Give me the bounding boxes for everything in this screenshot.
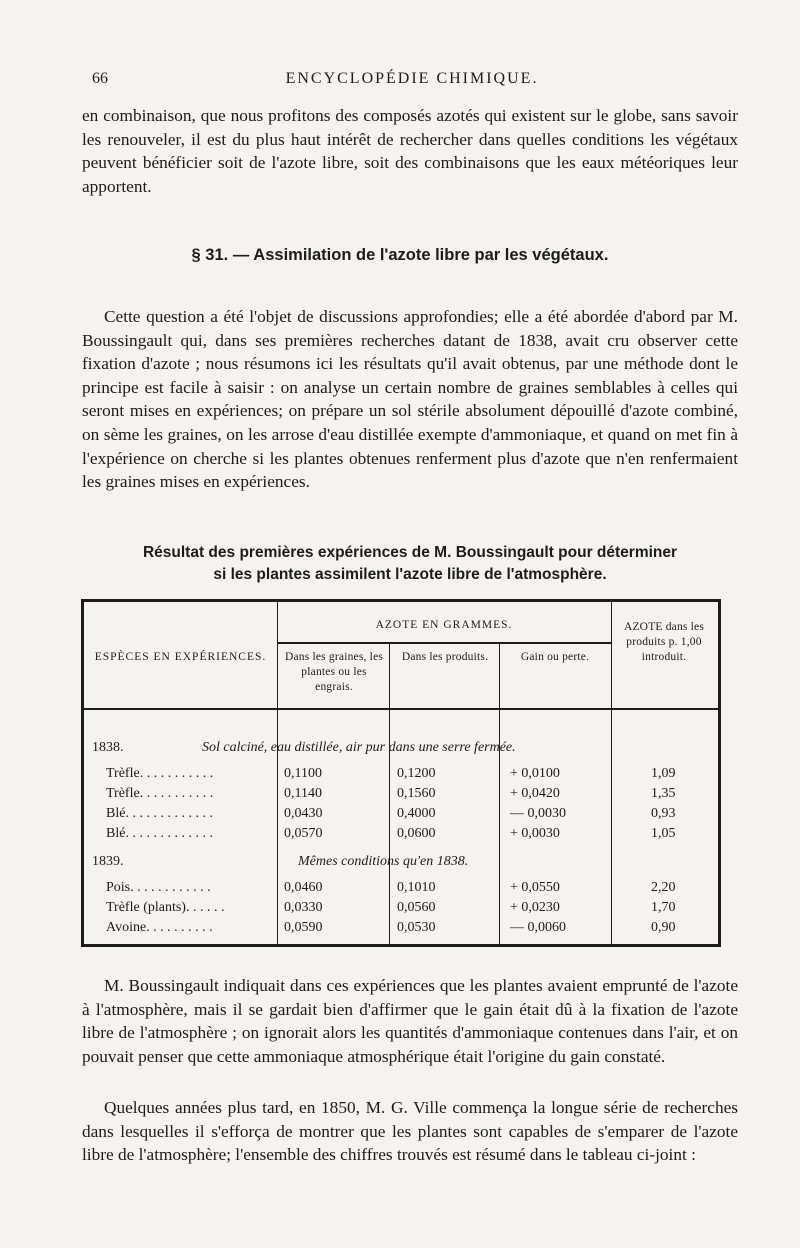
header-gain: Gain ou perte. (520, 651, 590, 663)
cell-products: 0,0560 (397, 900, 436, 915)
cell-gain: + 0,0100 (510, 766, 560, 781)
cell-ratio: 1,09 (651, 766, 676, 781)
rule-col-1 (277, 602, 278, 944)
cell-ratio: 1,05 (651, 826, 676, 841)
cell-products: 0,0600 (397, 826, 436, 841)
cell-products: 0,1560 (397, 786, 436, 801)
cell-ratio: 1,70 (651, 900, 676, 915)
rule-under-group-header (277, 642, 611, 644)
condition-1839: Mêmes conditions qu'en 1838. (298, 854, 469, 869)
rule-col-3 (499, 644, 500, 944)
cell-species: Blé. . . . . . . . . . . . . (106, 806, 213, 821)
cell-gain: — 0,0030 (510, 806, 566, 821)
cell-species: Trèfle. . . . . . . . . . . (106, 786, 214, 801)
running-title: ENCYCLOPÉDIE CHIMIQUE. (285, 70, 539, 87)
cell-species: Blé. . . . . . . . . . . . . (106, 826, 213, 841)
cell-seeds: 0,0590 (284, 920, 323, 935)
running-header (92, 70, 732, 92)
paragraph-ville: Quelques années plus tard, en 1850, M. G. Ville commença la longue série de recherches dans lesquelles il s'efforça de montrer que les plantes sont capables de s'emparer de l'azote libre de l'atmosphère; l'ensemble des chiffres trouvés est résumé dans le tableau ci-joint : (82, 1098, 738, 1165)
cell-gain: + 0,0420 (510, 786, 560, 801)
cell-seeds: 0,0430 (284, 806, 323, 821)
header-azote-pct: AZOTE dans les produits p. 1,00 introduit. (623, 621, 705, 663)
cell-gain: + 0,0030 (510, 826, 560, 841)
cell-products: 0,1200 (397, 766, 436, 781)
paragraph-intro: en combinaison, que nous profitons des composés azotés qui existent sur le globe, sans savoir les renouveler, il est du plus haut intérêt de rechercher dans quelles conditions les végétaux peuvent bénéficier soit de l'azote libre, soit des combinaisons que les eaux météoriques leur apportent. (82, 106, 738, 196)
cell-species: Trèfle (plants). . . . . . (106, 900, 225, 915)
table-caption-line-1: Résultat des premières expériences de M. Boussingault pour déterminer (142, 544, 678, 561)
cell-seeds: 0,0570 (284, 826, 323, 841)
cell-species: Avoine. . . . . . . . . . (106, 920, 213, 935)
cell-seeds: 0,1100 (284, 766, 322, 781)
header-azote-group: AZOTE EN GRAMMES. (375, 619, 513, 631)
cell-products: 0,4000 (397, 806, 436, 821)
condition-1838: Sol calciné, eau distillée, air pur dans une serre fermée. (202, 740, 516, 755)
header-products: Dans les produits. (401, 651, 489, 663)
header-species: ESPÈCES EN EXPÉRIENCES. (94, 651, 267, 663)
cell-gain: — 0,0060 (510, 920, 566, 935)
rule-under-header (84, 708, 718, 710)
cell-seeds: 0,0460 (284, 880, 323, 895)
rule-col-4 (611, 602, 612, 944)
cell-ratio: 2,20 (651, 880, 676, 895)
cell-species: Trèfle. . . . . . . . . . . (106, 766, 214, 781)
table-caption (82, 542, 738, 586)
year-1839: 1839. (92, 854, 124, 869)
cell-products: 0,1010 (397, 880, 436, 895)
page-number: 66 (92, 70, 108, 87)
cell-ratio: 0,93 (651, 806, 676, 821)
cell-ratio: 0,90 (651, 920, 676, 935)
paragraph-boussingault-conclusion: M. Boussingault indiquait dans ces expériences que les plantes avaient emprunté de l'azote à l'atmosphère, mais il se gardait bien d'affirmer que le gain était dû à la fixation de l'azote libre de l'atmosphère ; on ignorait alors les quantités d'ammoniaque contenues dans l'air, et on pouvait penser que cette ammoniaque atmosphérique était l'origine du gain constaté. (82, 976, 738, 1066)
cell-seeds: 0,0330 (284, 900, 323, 915)
rule-col-2 (389, 644, 390, 944)
cell-species: Pois. . . . . . . . . . . . (106, 880, 211, 895)
table-caption-line-2: si les plantes assimilent l'azote libre de l'atmosphère. (213, 566, 607, 583)
section-heading: § 31. — Assimilation de l'azote libre par les végétaux. (191, 246, 609, 264)
year-1838: 1838. (92, 740, 124, 755)
cell-gain: + 0,0230 (510, 900, 560, 915)
results-table (81, 599, 721, 947)
cell-products: 0,0530 (397, 920, 436, 935)
cell-seeds: 0,1140 (284, 786, 322, 801)
cell-gain: + 0,0550 (510, 880, 560, 895)
paragraph-boussingault-method: Cette question a été l'objet de discussions approfondies; elle a été abordée d'abord par M. Boussingault qui, dans ses premières recherches datant de 1838, avait cru observer cette fixation d'azote ; nous résumons ici les résultats qu'il avait obtenus, par une méthode dont le principe est facile à saisir : on analyse un certain nombre de graines semblables à celles qui seront mises en expériences; on prépare un sol stérile absolument dépouillé d'azote combiné, on sème les graines, on les arrose d'eau distillée exempte d'ammoniaque, et quand on met fin à l'expérience on cherche si les plantes obtenues renferment plus d'azote que n'en renfermaient les graines mises en expériences. (82, 307, 738, 492)
header-seeds: Dans les graines, les plantes ou les engrais. (284, 651, 384, 693)
cell-ratio: 1,35 (651, 786, 676, 801)
